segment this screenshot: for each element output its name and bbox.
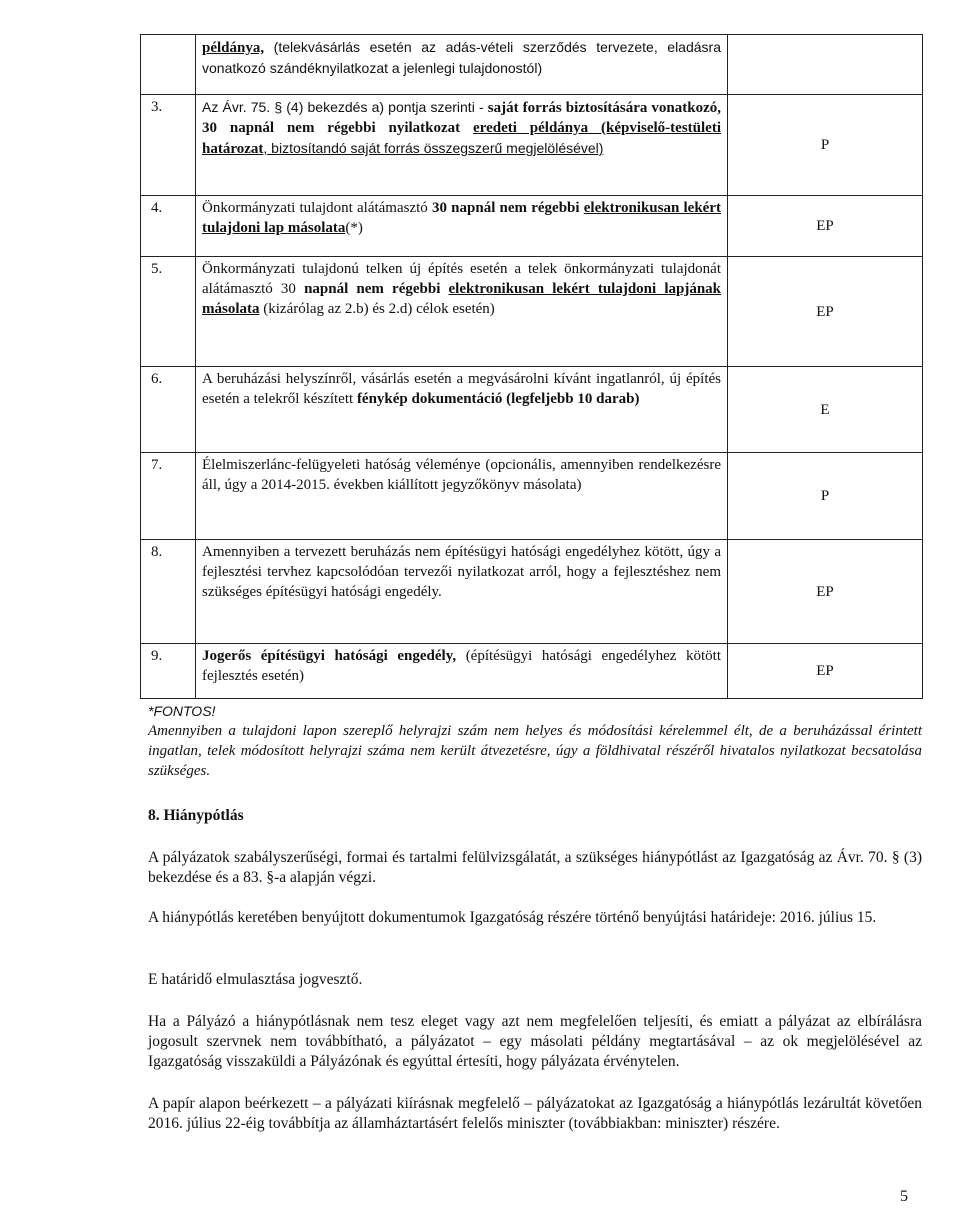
table-row xyxy=(141,453,923,540)
table-row xyxy=(141,196,923,257)
row-number: 9. xyxy=(141,644,196,699)
description-text: eredeti példánya (képviselő-testületi határozat xyxy=(202,120,721,157)
row-description xyxy=(196,95,728,196)
row-description xyxy=(196,644,728,699)
row-number: 6. xyxy=(141,367,196,453)
row-code: E xyxy=(728,367,923,453)
description-text: , biztosítandó saját forrás összegszerű megjelölésével) xyxy=(263,140,604,156)
paragraph: A papír alapon beérkezett – a pályázati kiírásnak megfelelő – pályázatokat az Igazgatóság a hiánypótlás lezárultát követően 2016. július 22-éig továbbítja az államháztartásért felelős miniszter (továbbiakban: miniszter) részére. xyxy=(148,1095,922,1132)
row-number xyxy=(141,35,196,95)
row-description xyxy=(196,257,728,367)
note-label: *FONTOS! xyxy=(148,703,216,719)
section-heading: 8. Hiánypótlás xyxy=(148,807,244,824)
row-number: 8. xyxy=(141,540,196,644)
description-text: elektronikusan lekért tulajdoni lapjának másolata xyxy=(202,281,722,317)
requirements-table xyxy=(140,34,923,699)
row-number: 7. xyxy=(141,453,196,540)
row-code: EP xyxy=(728,257,923,367)
row-code: P xyxy=(728,453,923,540)
important-note xyxy=(148,701,922,781)
table-row xyxy=(141,367,923,453)
row-code: EP xyxy=(728,644,923,699)
row-description xyxy=(196,35,728,95)
row-number: 3. xyxy=(141,95,196,196)
description-text: (építésügyi hatósági engedélyhez kötött fejlesztés esetén) xyxy=(202,648,721,684)
description-text: Az Ávr. 75. § (4) bekezdés a) pontja szerinti - xyxy=(202,99,488,115)
description-text: (telekvásárlás esetén az adás-vételi szerződés tervezete, eladásra vonatkozó szándéknyilatkozat a jelenlegi tulajdonostól) xyxy=(202,39,721,76)
description-text: Önkormányzati tulajdont alátámasztó xyxy=(202,200,432,216)
note-text: Amennyiben a tulajdoni lapon szereplő helyrajzi szám nem helyes és módosítási kérelemmel élt, de a beruházással érintett ingatlan, telek módosított helyrajzi száma nem került átvezetésre, úgy a földhivatal részéről hivatalos nyilatkozat becsatolása szükséges. xyxy=(148,723,922,779)
row-description xyxy=(196,367,728,453)
row-number: 4. xyxy=(141,196,196,257)
table-row xyxy=(141,35,923,95)
description-text: 30 napnál nem régebbi xyxy=(431,200,584,216)
description-text: (*) xyxy=(345,220,363,236)
page-number: 5 xyxy=(900,1188,908,1205)
paragraph: Ha a Pályázó a hiánypótlásnak nem tesz eleget vagy azt nem megfelelően teljesíti, és emiatt a pályázat az elbírálásra jogosult szervnek nem továbbítható, a pályázatot – egy másolati példány megtartásával – az ok megjelölésével az Igazgatóság visszaküldi a Pályázónak és egyúttal értesíti, hogy pályázata érvénytelen. xyxy=(148,1013,922,1070)
paragraph: A hiánypótlás keretében benyújtott dokumentumok Igazgatóság részére történő benyújtási határideje: 2016. július 15. xyxy=(148,909,877,926)
table-row xyxy=(141,95,923,196)
paragraph: A pályázatok szabályszerűségi, formai és tartalmi felülvizsgálatát, a szükséges hiánypótlást az Igazgatóság az Ávr. 70. § (3) bekezdése és a 83. §-a alapján végzi. xyxy=(148,849,922,886)
table-row xyxy=(141,644,923,699)
table-row xyxy=(141,540,923,644)
row-description xyxy=(196,196,728,257)
row-number: 5. xyxy=(141,257,196,367)
description-text: Jogerős építésügyi hatósági engedély, xyxy=(202,648,457,664)
description-text: Élelmiszerlánc-felügyeleti hatóság véleménye (opcionális, amennyiben rendelkezésre áll, úgy a 2014-2015. években kiállított jegyzőkönyv másolata) xyxy=(202,457,721,493)
description-text: Önkormányzati tulajdonú telken új építés esetén a telek önkormányzati tulajdonát alátámasztó 30 xyxy=(202,261,721,297)
description-text: (kizárólag az 2.b) és 2.d) célok esetén) xyxy=(259,301,495,317)
row-description xyxy=(196,540,728,644)
description-text: példánya, xyxy=(202,40,265,56)
description-text: napnál nem régebbi xyxy=(304,281,449,297)
description-text: Amennyiben a tervezett beruházás nem építésügyi hatósági engedélyhez kötött, úgy a fejlesztési tervhez kapcsolódóan tervezői nyilatkozat arról, hogy a fejlesztéshez nem szükséges építésügyi hatósági engedély. xyxy=(202,544,721,600)
description-text: A beruházási helyszínről, vásárlás esetén a megvásárolni kívánt ingatlanról, új építés esetén a telekről készített xyxy=(202,371,721,407)
table-row xyxy=(141,257,923,367)
description-text: fénykép dokumentáció (legfeljebb 10 darab) xyxy=(356,391,640,407)
row-code xyxy=(728,35,923,95)
paragraph: E határidő elmulasztása jogvesztő. xyxy=(148,971,363,988)
row-code: EP xyxy=(728,540,923,644)
row-description xyxy=(196,453,728,540)
description-text: saját forrás biztosítására vonatkozó, 30 napnál nem régebbi nyilatkozat xyxy=(202,100,721,136)
row-code: EP xyxy=(728,196,923,257)
row-code: P xyxy=(728,95,923,196)
description-text: elektronikusan lekért tulajdoni lap másolata xyxy=(202,200,721,236)
